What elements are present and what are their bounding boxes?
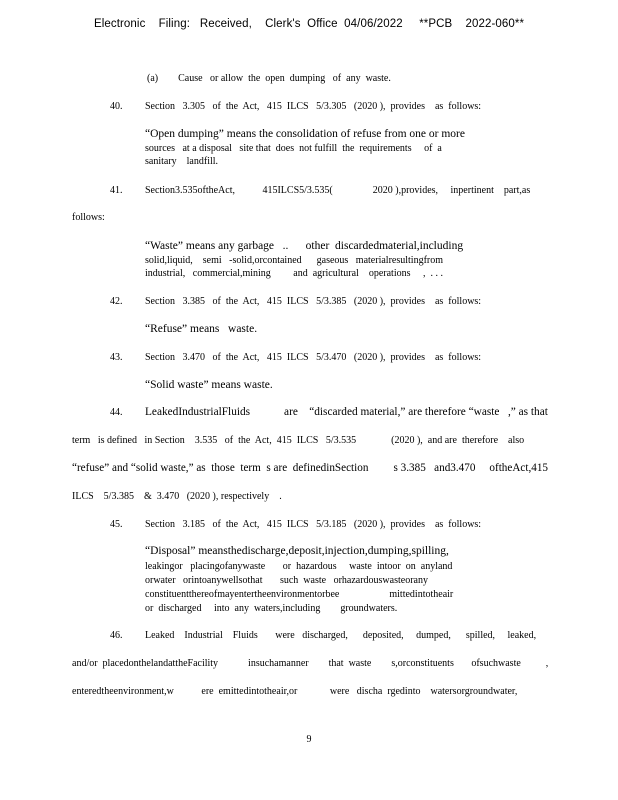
paragraph-40-text: Section 3.305 of the Act, 415 ILCS 5/3.305 (2020 ), provides as follows: (145, 101, 482, 112)
paragraph-46-line-2: and/or placedonthelandattheFacility insuchamanner that waste s,orconstituents ofsuchwaste , (72, 658, 549, 669)
quote-40-line-2: sources at a disposal site that does not fulfill the requirements of a (145, 143, 442, 154)
paragraph-46-line-1: Leaked Industrial Fluids were discharged, deposited, dumped, spilled, leaked, (145, 630, 537, 641)
quote-45-line-1: “Disposal” meansthedischarge,deposit,injection,dumping,spilling, (145, 545, 449, 557)
filing-header: Electronic Filing: Received, Clerk's Office 04/06/2022 **PCB 2022-060** (93, 18, 525, 30)
quote-40-line-3: sanitary landfill. (145, 156, 219, 167)
quote-43: “Solid waste” means waste. (145, 379, 273, 391)
quote-45-line-4: constituentthereofmayentertheenvironmentorbee mittedintotheair (145, 589, 454, 600)
quote-41-line-1: “Waste” means any garbage .. other discardedmaterial,including (145, 240, 464, 252)
paragraph-45-text: Section 3.185 of the Act, 415 ILCS 5/3.185 (2020 ), provides as follows: (145, 519, 482, 530)
page-number: 9 (306, 734, 312, 745)
quote-42: “Refuse” means waste. (145, 323, 258, 335)
paragraph-44-line-4: ILCS 5/3.385 & 3.470 (2020 ), respectively . (72, 491, 282, 502)
quote-45-line-2: leakingor placingofanywaste or hazardous waste intoor on anyland (145, 561, 453, 572)
paragraph-44-line-3: “refuse” and “solid waste,” as those term s are definedinSection s 3.385 and3.470 oftheAct,415 (72, 462, 549, 474)
paragraph-41-continuation: follows: (72, 212, 105, 223)
paragraph-42-text: Section 3.385 of the Act, 415 ILCS 5/3.385 (2020 ), provides as follows: (145, 296, 482, 307)
quote-40-line-1: “Open dumping” means the consolidation of refuse from one or more (145, 128, 465, 140)
quote-41-line-2: solid,liquid, semi -solid,orcontained gaseous materialresultingfrom (145, 255, 444, 266)
paragraph-number-46: 46. (110, 630, 123, 641)
paragraph-41-text: Section3.535oftheAct, 415ILCS5/3.535( 2020 ),provides, inpertinent part,as (145, 185, 531, 196)
paragraph-number-42: 42. (110, 296, 123, 307)
paragraph-number-44: 44. (110, 407, 123, 418)
quote-45-line-3: orwater orintoanywellsothat such waste orhazardouswasteorany (145, 575, 428, 586)
paragraph-number-45: 45. (110, 519, 123, 530)
paragraph-number-40: 40. (110, 101, 123, 112)
paragraph-46-line-3: enteredtheenvironment,w ere emittedintotheair,or were discha rgedinto watersorgroundwater, (72, 686, 518, 697)
paragraph-43-text: Section 3.470 of the Act, 415 ILCS 5/3.470 (2020 ), provides as follows: (145, 352, 482, 363)
subsection-a: (a) Cause or allow the open dumping of any waste. (147, 73, 391, 84)
quote-41-line-3: industrial, commercial,mining and agricultural operations , . . . (145, 268, 443, 279)
paragraph-number-43: 43. (110, 352, 123, 363)
quote-45-line-5: or discharged into any waters,including groundwaters. (145, 603, 398, 614)
paragraph-number-41: 41. (110, 185, 123, 196)
paragraph-44-line-1: LeakedIndustrialFluids are “discarded material,” are therefore “waste ,” as that (145, 406, 548, 418)
paragraph-44-line-2: term is defined in Section 3.535 of the Act, 415 ILCS 5/3.535 (2020 ), and are therefore also (72, 435, 525, 446)
